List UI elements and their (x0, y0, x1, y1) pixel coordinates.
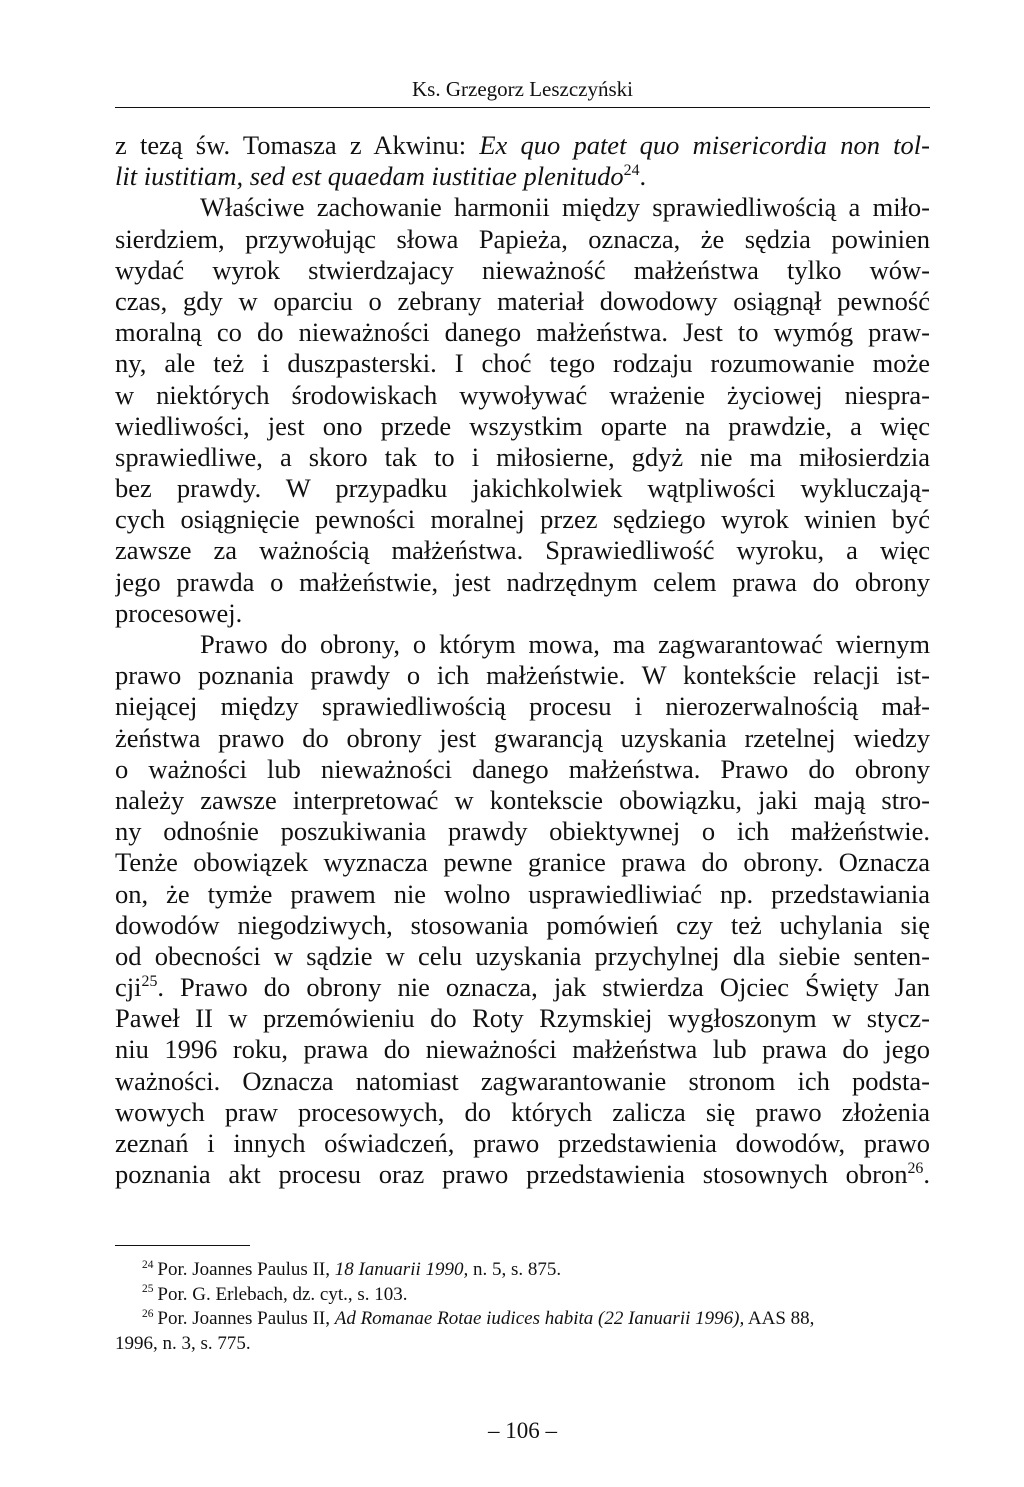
text-line: wowych praw procesowych, do których zalicza się prawo złożenia (115, 1096, 930, 1127)
text-line: czas, gdy w oparciu o zebrany materiał dowodowy osiągnął pewność (115, 285, 930, 316)
text-line: należy zawsze interpretować w kontekscie obowiązku, jaki mają stro- (115, 784, 930, 815)
footnote-24: $^{24}$ Por. Joannes Paulus II, 18 Ianuarii 1990, n. 5, s. 875. (142, 1258, 562, 1280)
footnote-ref-24[interactable]: 24 (623, 162, 640, 180)
text-line: moralną co do nieważności danego małżeństwa. Jest to wymóg praw- (115, 317, 930, 348)
running-head: Ks. Grzegorz Leszczyński (412, 77, 633, 101)
text-line: cych osiągnięcie pewności moralnej przez sędziego wyrok winien być (115, 504, 930, 535)
footnote-25: $^{25}$ Por. G. Erlebach, dz. cyt., s. 103. (142, 1283, 408, 1305)
text-line: cji$^{25}$. Prawo do obrony nie oznacza, jak stwierdza Ojciec Święty Jan (115, 972, 930, 1003)
text-line: wiedliwości, jest ono przede wszystkim oparte na prawdzie, a więc (115, 410, 930, 441)
footnote-ref-25[interactable]: 25 (141, 973, 158, 991)
text-line: sprawiedliwe, a skoro tak to i miłosierne, gdyż nie ma miłosierdzia (115, 441, 930, 472)
text-line: poznania akt procesu oraz prawo przedstawienia stosownych obron$^{26}$. (115, 1159, 930, 1190)
text-line: Prawo do obrony, o którym mowa, ma zagwarantować wiernym (200, 629, 930, 659)
text-line: ny, ale też i duszpasterski. I choć tego rodzaju rozumowanie może (115, 348, 930, 379)
text-line: bez prawdy. W przypadku jakichkolwiek wątpliwości wykluczają- (115, 473, 930, 504)
text-line: zeznań i innych oświadczeń, prawo przedstawienia dowodów, prawo (115, 1128, 930, 1158)
text-line: dowodów niegodziwych, stosowania pomówień czy też uchylania się (115, 909, 930, 940)
text-line: Paweł II w przemówieniu do Roty Rzymskiej wygłoszonym w stycz- (115, 1003, 930, 1034)
text-line: lit iustitiam, sed est quaedam iustitiae plenitudo$^{24}$. (115, 161, 647, 192)
main-text (115, 130, 930, 1190)
footnote-ref-26[interactable]: 26 (907, 1160, 924, 1178)
page-number: – 106 – (488, 1418, 557, 1443)
text-line: prawo poznania prawdy o ich małżeństwie. W kontekście relacji ist- (115, 660, 930, 691)
text-line: ważności. Oznacza natomiast zagwarantowanie stronom ich podsta- (115, 1065, 930, 1096)
text-line: procesowej. (115, 597, 243, 628)
text-line: sierdziem, przywołując słowa Papieża, oznacza, że sędzia powinien (115, 223, 930, 254)
text-line: z tezą św. Tomasza z Akwinu: Ex quo patet quo misericordia non tol- (115, 130, 930, 160)
text-line: o ważności lub nieważności danego małżeństwa. Prawo do obrony (115, 753, 930, 784)
footnotes (115, 1258, 930, 1356)
text-line: od obecności w sądzie w celu uzyskania przychylnej dla siebie senten- (115, 940, 930, 971)
text-line: jego prawda o małżeństwie, jest nadrzędnym celem prawa do obrony (115, 566, 930, 597)
text-line: zawsze za ważnością małżeństwa. Sprawiedliwość wyroku, a więc (115, 535, 930, 566)
text-line: wydać wyrok stwierdzajacy nieważność małżeństwa tylko wów- (115, 254, 930, 285)
footnote-26: $^{26}$ Por. Joannes Paulus II, Ad Romanae Rotae iudices habita (22 Ianuarii 1996), AAS 88, 1996, n. 3, s. 775. (115, 1307, 815, 1354)
text-line: ny odnośnie poszukiwania prawdy obiektywnej o ich małżeństwie. (115, 816, 930, 847)
text-line: niejącej między sprawiedliwością procesu i nierozerwalnością mał- (115, 691, 930, 722)
footnote-rule (115, 1245, 250, 1246)
text-line: żeństwa prawo do obrony jest gwarancją uzyskania rzetelnej wiedzy (115, 722, 930, 753)
header-rule (115, 107, 930, 108)
text-line: w niektórych środowiskach wywoływać wrażenie życiowej niespra- (115, 379, 930, 410)
text-line: on, że tymże prawem nie wolno usprawiedliwiać np. przedstawiania (115, 878, 930, 909)
text-line: Tenże obowiązek wyznacza pewne granice prawa do obrony. Oznacza (115, 847, 930, 878)
text-line: Właściwe zachowanie harmonii między sprawiedliwością a miło- (200, 192, 930, 223)
text-line: niu 1996 roku, prawa do nieważności małżeństwa lub prawa do jego (115, 1034, 930, 1065)
